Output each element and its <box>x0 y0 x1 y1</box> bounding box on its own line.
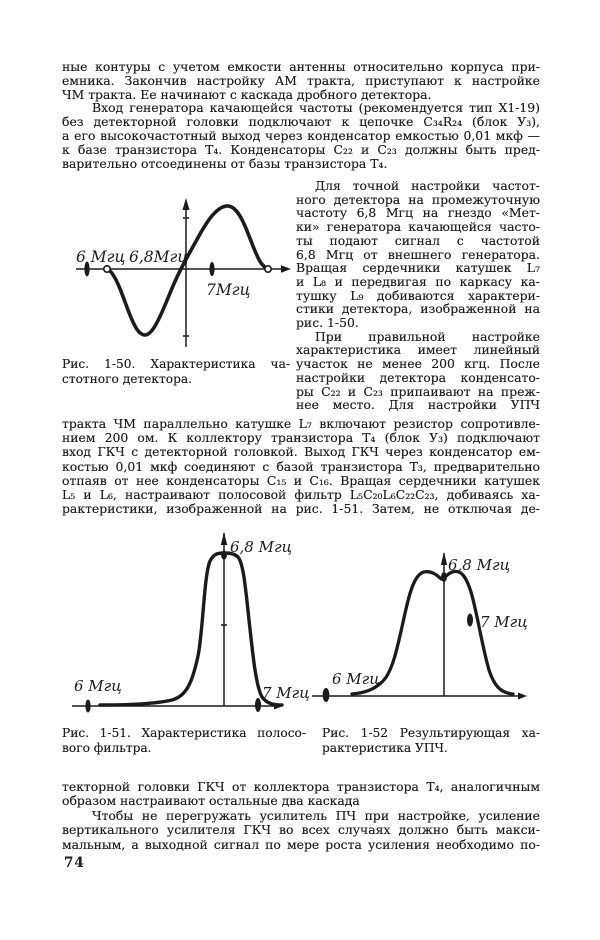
figure-1-50 <box>60 196 292 354</box>
figure-1-51-caption <box>62 726 306 755</box>
bell-curve <box>100 553 282 705</box>
text-line: вертикального усилителя ГКЧ во всех случаях должно быть макси- <box>62 822 540 838</box>
figure-1-50-caption <box>62 357 290 387</box>
text-line: отпаяв от нее конденсаторы С₁₅ и С₁₆. Вращая сердечники катушек <box>62 472 540 488</box>
text-line: текторной головки ГКЧ от коллектора транзистора Т₄, аналогичным <box>62 779 540 794</box>
y-axis-arrow-icon <box>221 532 227 545</box>
text-line: рис. 1-50. <box>296 315 359 331</box>
label-6-8mhz: 6,8Мгц <box>129 248 189 266</box>
text-line: нием 200 ом. К коллектору транзистора Т₄ (блок У₃) подключают <box>62 430 540 446</box>
text-line: ты подают сигнал с частотой <box>296 232 540 248</box>
text-line: стики детектора, изображенной на <box>296 301 540 317</box>
label-7mhz: 7 Мгц <box>480 613 528 631</box>
text-line: и L₈ и передвигая по каркасу ка- <box>296 273 540 289</box>
figure-1-52-drawing <box>308 524 540 716</box>
page-number: 74 <box>64 855 85 871</box>
paragraph-right-column <box>296 179 540 412</box>
y-axis-arrow-icon <box>441 552 447 565</box>
x-axis-arrow-icon <box>518 693 527 700</box>
tick-6mhz <box>323 688 330 702</box>
text-line: ного детектора на промежуточную <box>296 191 540 207</box>
text-line: костью 0,01 мкф соединяют с базой транзистора Т₃, предварительно <box>62 458 540 474</box>
text-line: Вращая сердечники катушек L₇ <box>296 260 540 276</box>
text-line: тракта ЧМ параллельно катушке L₇ включают резистор сопротивле- <box>62 416 540 431</box>
text-line: ки» генератора качающейся часто- <box>296 219 540 235</box>
text-line: вого фильтра. <box>62 740 152 755</box>
text-line: к базе транзистора Т₄. Конденсаторы С₂₂ и С₂₃ должны быть пред- <box>62 141 540 157</box>
text-line: емника. Закончив настройку АМ тракта, приступают к настройке <box>62 72 540 88</box>
text-line: L₅ и L₆, настраивают полосовой фильтр L₅C₂₀L₆C₂₂C₂₃, добиваясь ха- <box>62 487 540 503</box>
x-axis-arrow-icon <box>281 265 291 273</box>
text-line: ные контуры с учетом емкости антенны относительно корпуса при- <box>62 59 540 74</box>
label-7mhz: 7 Мгц <box>262 684 310 702</box>
label-6mhz: 6 Мгц <box>74 677 122 695</box>
text-line: рактеристики, изображенной на рис. 1-51. Затем, не отключая де- <box>62 501 540 517</box>
curve-end-marker <box>265 266 271 272</box>
text-line: рактеристика УПЧ. <box>322 740 448 755</box>
slope-marker-7mhz <box>467 614 473 627</box>
text-line: варительно отсоединены от базы транзистора Т₄. <box>62 155 388 171</box>
tick-6mhz <box>85 700 90 713</box>
text-line: Рис. 1-51. Характеристика полосо- <box>62 726 306 740</box>
tick-7mhz <box>255 698 261 712</box>
s-curve <box>107 206 268 335</box>
text-line: настройки детектора конденсато- <box>296 369 540 385</box>
curve-start-marker <box>104 266 110 272</box>
label-6-8mhz: 6,8 Мгц <box>448 556 511 574</box>
text-line: Рис. 1-50. Характеристика ча- <box>62 357 290 371</box>
text-line: нее место. Для настройки УПЧ <box>296 397 540 413</box>
figure-1-51-drawing <box>60 524 310 716</box>
paragraph-bottom <box>62 780 540 852</box>
text-line: участок не менее 200 кгц. После <box>296 356 540 372</box>
figure-1-52-caption <box>322 726 540 755</box>
text-line: вход ГКЧ с детекторной головкой. Выход ГКЧ через конденсатор ем- <box>62 444 540 460</box>
center-marker <box>441 572 447 582</box>
text-line: стотного детектора. <box>62 372 193 386</box>
label-6-8mhz: 6,8 Мгц <box>230 538 293 556</box>
figure-1-50-drawing <box>60 196 292 354</box>
text-line: ЧМ тракта. Ее начинают с каскада дробного детектора. <box>62 86 432 102</box>
text-line: Для точной настройки частот- <box>315 178 540 193</box>
label-6mhz: 6 Мгц <box>76 248 126 266</box>
paragraph-intro <box>62 60 540 170</box>
y-axis-arrow-icon <box>183 198 190 210</box>
tick-7mhz <box>209 262 214 276</box>
paragraph-mid <box>62 417 540 516</box>
text-line: а его высокочастотный выход через конденсатор емкостью 0,01 мкф — <box>62 127 540 143</box>
text-line: образом настраивают остальные два каскада <box>62 793 360 809</box>
text-line: характеристика имеет линейный <box>296 342 540 358</box>
text-line: частоту 6,8 Мгц на гнездо «Мет- <box>296 205 540 221</box>
figure-1-51 <box>60 524 310 716</box>
text-line: без детекторной головки подключают к цепочке С₃₄R₂₄ (блок У₃), <box>62 114 540 130</box>
text-line: Вход генератора качающейся частоты (рекомендуется тип X1-19) <box>92 100 540 116</box>
text-line: мальным, а выходной сигнал по мере роста усиления необходимо по- <box>62 836 540 852</box>
text-line: ры С₂₂ и С₂₃ припаивают на преж- <box>296 383 540 399</box>
label-7mhz: 7Мгц <box>206 281 251 299</box>
text-line: При правильной настройке <box>315 328 540 344</box>
label-6mhz: 6 Мгц <box>332 670 380 688</box>
peak-marker <box>221 551 227 560</box>
text-line: Чтобы не перегружать усилитель ПЧ при настройке, усиление <box>92 807 540 823</box>
text-line: Рис. 1-52 Результирующая ха- <box>322 726 540 740</box>
text-line: 6,8 Мгц от внешнего генератора. <box>296 246 540 262</box>
figure-1-52 <box>308 524 540 716</box>
text-line: тушку L₉ добиваются характери- <box>296 287 540 303</box>
